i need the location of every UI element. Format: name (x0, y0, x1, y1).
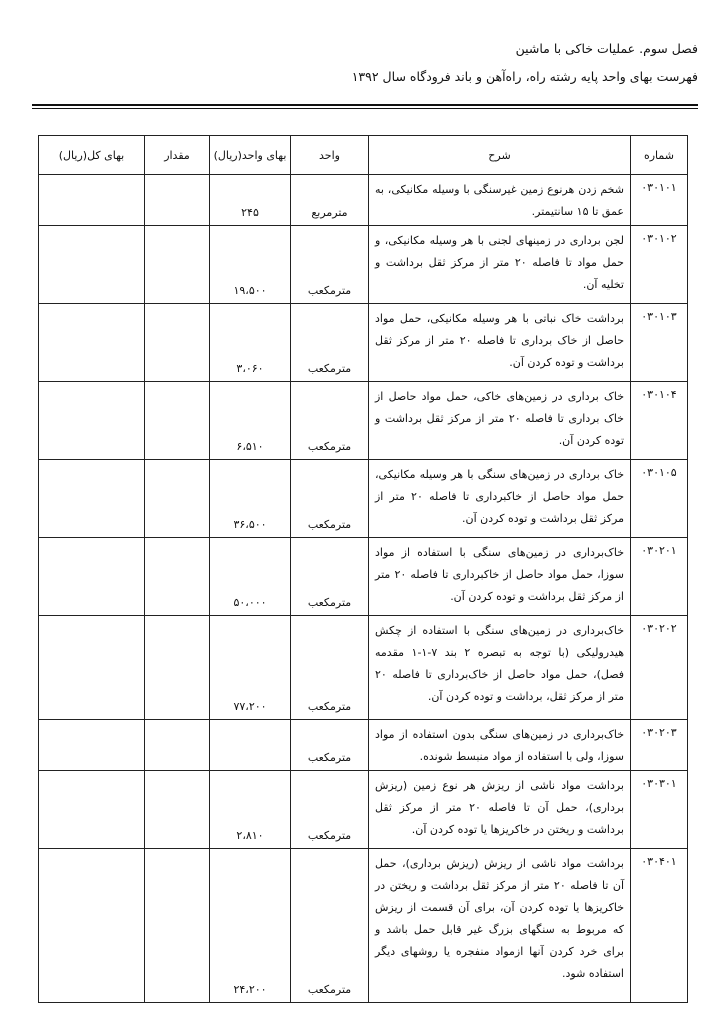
header-description: شرح (369, 136, 631, 175)
table-row (39, 226, 688, 304)
row-description: خاک برداری در زمین‌های سنگی با هر وسیله مکانیکی، حمل مواد حاصل از خاکبرداری تا فاصله ۲۰ متر از مرکز ثقل برداشت و توده کردن آن. (369, 460, 631, 538)
row-description: خاک‌برداری در زمین‌های سنگی بدون استفاده از مواد سوزا، ولی با استفاده از مواد منبسط شونده. (369, 720, 631, 771)
row-unit-price: ۲،۸۱۰ (210, 771, 291, 849)
row-unit: مترمکعب (291, 720, 369, 771)
table-row (39, 720, 688, 771)
row-number: ۰۳۰۲۰۳ (631, 720, 688, 771)
row-description: خاک‌برداری در زمین‌های سنگی با استفاده از مواد سوزا، حمل مواد حاصل از خاکبرداری تا فاصله ۲۰ متر از مرکز ثقل برداشت و توده کردن آن. (369, 538, 631, 616)
row-unit: مترمربع (291, 175, 369, 226)
price-list-table (38, 135, 688, 1003)
row-number: ۰۳۰۱۰۲ (631, 226, 688, 304)
row-unit: مترمکعب (291, 616, 369, 720)
header-number: شماره (631, 136, 688, 175)
row-unit: مترمکعب (291, 771, 369, 849)
row-total-price (39, 226, 145, 304)
row-number: ۰۳۰۲۰۲ (631, 616, 688, 720)
header-total-price: بهای کل(ریال) (39, 136, 145, 175)
document-subtitle: فهرست بهای واحد پایه رشته راه، راه‌آهن و باند فرودگاه سال ۱۳۹۲ (351, 69, 698, 84)
row-quantity (145, 538, 210, 616)
row-total-price (39, 460, 145, 538)
row-number: ۰۳۰۳۰۱ (631, 771, 688, 849)
row-unit: مترمکعب (291, 849, 369, 1003)
chapter-title: فصل سوم. عملیات خاکی با ماشین (515, 41, 698, 56)
row-unit-price: ۵۰،۰۰۰ (210, 538, 291, 616)
table-row (39, 771, 688, 849)
row-total-price (39, 616, 145, 720)
row-unit: مترمکعب (291, 460, 369, 538)
table-row (39, 616, 688, 720)
header-quantity: مقدار (145, 136, 210, 175)
header-rule-thick (32, 104, 698, 106)
row-quantity (145, 616, 210, 720)
row-unit-price: ۶،۵۱۰ (210, 382, 291, 460)
row-quantity (145, 720, 210, 771)
row-number: ۰۳۰۲۰۱ (631, 538, 688, 616)
header-unit-price: بهای واحد(ریال) (210, 136, 291, 175)
row-unit-price: ۱۹،۵۰۰ (210, 226, 291, 304)
row-total-price (39, 538, 145, 616)
row-number: ۰۳۰۱۰۴ (631, 382, 688, 460)
row-unit-price: ۲۴۵ (210, 175, 291, 226)
row-description: برداشت خاک نباتی با هر وسیله مکانیکی، حمل مواد حاصل از خاک برداری تا فاصله ۲۰ متر از مرکز ثقل برداشت و توده کردن آن. (369, 304, 631, 382)
row-total-price (39, 304, 145, 382)
row-quantity (145, 771, 210, 849)
row-description: خاک برداری در زمین‌های خاکی، حمل مواد حاصل از خاک برداری تا فاصله ۲۰ متر از مرکز ثقل برداشت و توده کردن آن. (369, 382, 631, 460)
row-quantity (145, 226, 210, 304)
row-quantity (145, 304, 210, 382)
table-body (39, 175, 688, 1003)
table-header-row (39, 136, 688, 175)
header-unit: واحد (291, 136, 369, 175)
row-total-price (39, 382, 145, 460)
row-description: برداشت مواد ناشی از ریزش هر نوع زمین (ریزش برداری)، حمل آن تا فاصله ۲۰ متر از مرکز ثقل برداشت و ریختن در خاکریزها یا توده کردن آن. (369, 771, 631, 849)
row-number: ۰۳۰۱۰۵ (631, 460, 688, 538)
page-header (352, 40, 698, 86)
row-description: لجن برداری در زمینهای لجنی با هر وسیله مکانیکی، و حمل مواد تا فاصله ۲۰ متر از مرکز ثقل برداشت و تخلیه آن. (369, 226, 631, 304)
row-unit-price: ۳،۰۶۰ (210, 304, 291, 382)
table-row (39, 849, 688, 1003)
table-row (39, 538, 688, 616)
table-row (39, 175, 688, 226)
row-unit-price: ۳۶،۵۰۰ (210, 460, 291, 538)
row-total-price (39, 771, 145, 849)
row-number: ۰۳۰۱۰۳ (631, 304, 688, 382)
row-total-price (39, 720, 145, 771)
table-row (39, 304, 688, 382)
row-unit: مترمکعب (291, 382, 369, 460)
row-description: برداشت مواد ناشی از ریزش (ریزش برداری)، حمل آن تا فاصله ۲۰ متر از مرکز ثقل برداشت و ریختن در خاکریزها یا توده کردن آن، برای آن قسمت از ریزش که مربوط به سنگهای بزرگ غیر قابل حمل باشد و برای خرد کردن آنها ازمواد منفجره یا روشهای دیگر استفاده شود. (369, 849, 631, 1003)
row-description: شخم زدن هرنوع زمین غیرسنگی با وسیله مکانیکی، به عمق تا ۱۵ سانتیمتر. (369, 175, 631, 226)
table-row (39, 460, 688, 538)
row-description: خاک‌برداری در زمین‌های سنگی با استفاده از چکش هیدرولیکی (با توجه به تبصره ۲ بند ۷-۱-۱ مقدمه فصل)، حمل مواد حاصل از خاک‌برداری تا فاصله ۲۰ متر از مرکز ثقل، برداشت و توده کردن آن. (369, 616, 631, 720)
row-quantity (145, 175, 210, 226)
row-unit-price (210, 720, 291, 771)
header-rule-thin (32, 108, 698, 109)
row-unit-price: ۷۷،۲۰۰ (210, 616, 291, 720)
row-total-price (39, 849, 145, 1003)
row-number: ۰۳۰۴۰۱ (631, 849, 688, 1003)
row-quantity (145, 460, 210, 538)
row-total-price (39, 175, 145, 226)
row-unit: مترمکعب (291, 304, 369, 382)
row-quantity (145, 382, 210, 460)
row-quantity (145, 849, 210, 1003)
row-number: ۰۳۰۱۰۱ (631, 175, 688, 226)
row-unit: مترمکعب (291, 226, 369, 304)
row-unit: مترمکعب (291, 538, 369, 616)
row-unit-price: ۲۴،۲۰۰ (210, 849, 291, 1003)
table-row (39, 382, 688, 460)
